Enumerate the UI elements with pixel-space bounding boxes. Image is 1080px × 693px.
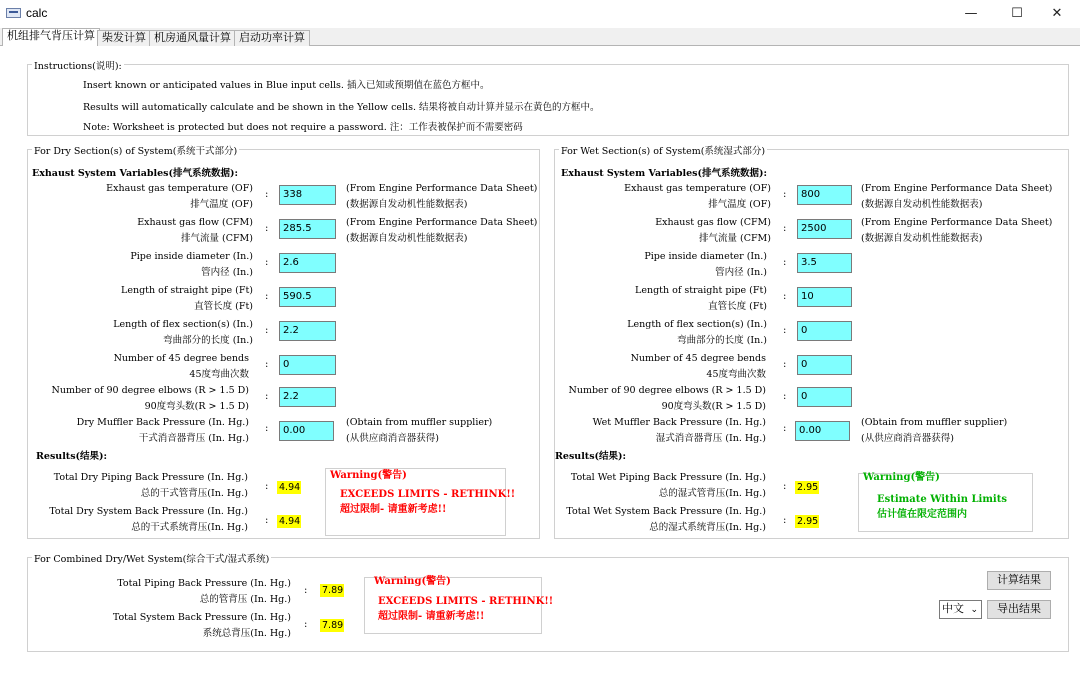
field-label-zh: 湿式消音器背压 (In. Hg.) xyxy=(655,433,766,444)
colon: : xyxy=(304,585,308,596)
close-button[interactable]: ✕ xyxy=(1051,6,1063,21)
app-icon xyxy=(6,8,21,18)
colon: : xyxy=(783,359,787,370)
combined-section-title: For Combined Dry/Wet System(综合干式/湿式系统) xyxy=(32,551,271,565)
colon: : xyxy=(783,423,787,434)
combined-piping-back-pressure-result: 7.89 xyxy=(322,585,344,596)
colon: : xyxy=(265,391,269,402)
field-label-zh: 直管长度 (Ft) xyxy=(708,301,767,312)
dry-45-bends-input[interactable]: 0 xyxy=(279,355,336,375)
instructions-group xyxy=(27,61,1069,136)
colon: : xyxy=(265,515,269,526)
field-note: (From Engine Performance Data Sheet) xyxy=(861,183,1053,194)
colon: : xyxy=(783,223,787,234)
field-label-en: Dry Muffler Back Pressure (In. Hg.) xyxy=(76,417,249,428)
wet-warning-box xyxy=(858,473,1033,532)
colon: : xyxy=(265,423,269,434)
title-bar xyxy=(0,0,1080,28)
wet-warning-title: Warning(警告) xyxy=(863,472,940,483)
combined-system-back-pressure-result: 7.89 xyxy=(322,620,344,631)
field-label-zh: 45度弯曲次数 xyxy=(189,369,249,380)
window-title: calc xyxy=(26,6,48,20)
field-label-zh: 管内径 (In.) xyxy=(715,267,767,278)
field-label-zh: 管内径 (In.) xyxy=(201,267,253,278)
field-label-zh: 直管长度 (Ft) xyxy=(194,301,253,312)
field-label-zh: 90度弯头数(R > 1.5 D) xyxy=(661,401,766,412)
language-select[interactable] xyxy=(939,600,982,619)
combined-warning-message: EXCEEDS LIMITS - RETHINK!! xyxy=(378,596,554,607)
field-label-en: Exhaust gas temperature (OF) xyxy=(624,183,771,194)
result-label-en: Total System Back Pressure (In. Hg.) xyxy=(112,612,291,623)
dry-warning-message-zh: 超过限制- 请重新考虑!! xyxy=(340,504,447,515)
colon: : xyxy=(783,515,787,526)
result-label-en: Total Wet System Back Pressure (In. Hg.) xyxy=(566,506,766,517)
field-note: (数据源自发动机性能数据表) xyxy=(346,233,468,244)
wet-exhaust-flow-input[interactable]: 2500 xyxy=(797,219,852,239)
combined-warning-message-zh: 超过限制- 请重新考虑!! xyxy=(378,611,485,622)
field-label-en: Exhaust gas temperature (OF) xyxy=(106,183,253,194)
result-label-zh: 总的湿式系统背压(In. Hg.) xyxy=(649,522,766,533)
result-label-zh: 系统总背压(In. Hg.) xyxy=(202,628,291,639)
field-note: (Obtain from muffler supplier) xyxy=(861,417,1008,428)
field-label-zh: 弯曲部分的长度 (In.) xyxy=(163,335,253,346)
dry-results-heading: Results(结果): xyxy=(36,451,108,462)
export-button[interactable]: 导出结果 xyxy=(987,600,1051,619)
combined-warning-box xyxy=(364,576,554,634)
colon: : xyxy=(783,257,787,268)
field-label-en: Exhaust gas flow (CFM) xyxy=(137,217,253,228)
field-label-en: Pipe inside diameter (In.) xyxy=(130,251,253,262)
colon: : xyxy=(265,359,269,370)
field-label-en: Number of 90 degree elbows (R > 1.5 D) xyxy=(51,385,249,396)
field-label-zh: 排气流量 (CFM) xyxy=(180,233,253,244)
colon: : xyxy=(265,481,269,492)
dry-pipe-diameter-input[interactable]: 2.6 xyxy=(279,253,336,273)
dry-flex-length-input[interactable]: 2.2 xyxy=(279,321,336,341)
colon: : xyxy=(304,619,308,630)
colon: : xyxy=(265,257,269,268)
instruction-line: Insert known or anticipated values in Blue input cells. 插入已知或预期值在蓝色方框中。 xyxy=(83,80,490,91)
field-label-en: Length of straight pipe (Ft) xyxy=(635,285,767,296)
field-note: (From Engine Performance Data Sheet) xyxy=(346,217,538,228)
colon: : xyxy=(783,325,787,336)
instruction-line: Results will automatically calculate and be shown in the Yellow cells. 结果将被自动计算并显示在黄色的方框中。 xyxy=(83,102,600,113)
result-label-en: Total Piping Back Pressure (In. Hg.) xyxy=(117,578,291,589)
field-label-en: Pipe inside diameter (In.) xyxy=(644,251,767,262)
field-label-en: Length of straight pipe (Ft) xyxy=(121,285,253,296)
combined-warning-title: Warning(警告) xyxy=(374,576,451,587)
wet-piping-back-pressure-result: 2.95 xyxy=(797,482,819,493)
wet-straight-pipe-input[interactable]: 10 xyxy=(797,287,852,307)
field-note: (From Engine Performance Data Sheet) xyxy=(861,217,1053,228)
dry-straight-pipe-input[interactable]: 590.5 xyxy=(279,287,336,307)
colon: : xyxy=(783,189,787,200)
wet-45-bends-input[interactable]: 0 xyxy=(797,355,852,375)
colon: : xyxy=(783,481,787,492)
language-select-value: 中文 xyxy=(942,603,964,615)
instructions-title: Instructions(说明): xyxy=(32,58,124,72)
field-note: (From Engine Performance Data Sheet) xyxy=(346,183,538,194)
dry-warning-title: Warning(警告) xyxy=(330,470,407,481)
field-label-en: Exhaust gas flow (CFM) xyxy=(655,217,771,228)
field-label-en: Length of flex section(s) (In.) xyxy=(113,319,253,330)
field-label-zh: 排气温度 (OF) xyxy=(708,199,771,210)
calculate-button[interactable]: 计算结果 xyxy=(987,571,1051,590)
wet-muffler-input[interactable]: 0.00 xyxy=(795,421,850,441)
dry-exhaust-temp-input[interactable]: 338 xyxy=(279,185,336,205)
field-note: (Obtain from muffler supplier) xyxy=(346,417,493,428)
result-label-en: Total Dry System Back Pressure (In. Hg.) xyxy=(49,506,248,517)
dry-variables-heading: Exhaust System Variables(排气系统数据): xyxy=(32,168,239,179)
field-note: (数据源自发动机性能数据表) xyxy=(346,199,468,210)
dry-muffler-input[interactable]: 0.00 xyxy=(279,421,334,441)
dry-90-elbows-input[interactable]: 2.2 xyxy=(279,387,336,407)
dry-section-title: For Dry Section(s) of System(系统干式部分) xyxy=(32,143,239,157)
wet-pipe-diameter-input[interactable]: 3.5 xyxy=(797,253,852,273)
field-note: (从供应商消音器获得) xyxy=(346,433,439,444)
wet-warning-message: Estimate Within Limits xyxy=(877,494,1007,505)
field-label-zh: 干式消音器背压 (In. Hg.) xyxy=(138,433,249,444)
field-label-en: Wet Muffler Back Pressure (In. Hg.) xyxy=(592,417,766,428)
maximize-button[interactable]: ☐ xyxy=(1011,6,1023,21)
dry-warning-box xyxy=(325,468,516,536)
result-label-zh: 总的管背压 (In. Hg.) xyxy=(199,594,291,605)
colon: : xyxy=(265,223,269,234)
tab-genset[interactable]: 柴发计算 xyxy=(97,30,151,46)
result-label-zh: 总的干式管背压(In. Hg.) xyxy=(140,488,248,499)
colon: : xyxy=(265,189,269,200)
field-label-zh: 排气温度 (OF) xyxy=(190,199,253,210)
field-note: (数据源自发动机性能数据表) xyxy=(861,199,983,210)
dry-section-group xyxy=(27,146,540,539)
combined-section-group xyxy=(27,554,1069,652)
wet-flex-length-input[interactable]: 0 xyxy=(797,321,852,341)
field-label-en: Number of 90 degree elbows (R > 1.5 D) xyxy=(568,385,766,396)
wet-section-group xyxy=(554,146,1069,539)
wet-system-back-pressure-result: 2.95 xyxy=(797,516,819,527)
tab-content xyxy=(0,46,1080,693)
field-note: (从供应商消音器获得) xyxy=(861,433,954,444)
field-label-en: Length of flex section(s) (In.) xyxy=(627,319,767,330)
dry-piping-back-pressure-result: 4.94 xyxy=(279,482,301,493)
field-label-zh: 45度弯曲次数 xyxy=(706,369,766,380)
tab-starting-power[interactable]: 启动功率计算 xyxy=(234,30,310,46)
wet-results-heading: Results(结果): xyxy=(555,451,627,462)
field-note: (数据源自发动机性能数据表) xyxy=(861,233,983,244)
chevron-down-icon: ⌄ xyxy=(970,604,978,614)
result-label-en: Total Dry Piping Back Pressure (In. Hg.) xyxy=(53,472,248,483)
colon: : xyxy=(783,291,787,302)
colon: : xyxy=(265,291,269,302)
minimize-button[interactable]: — xyxy=(964,6,978,21)
colon: : xyxy=(265,325,269,336)
tab-bar xyxy=(0,28,1080,46)
tab-room-ventilation[interactable]: 机房通风量计算 xyxy=(149,30,236,46)
wet-exhaust-temp-input[interactable]: 800 xyxy=(797,185,852,205)
dry-system-back-pressure-result: 4.94 xyxy=(279,516,301,527)
result-label-zh: 总的湿式管背压(In. Hg.) xyxy=(658,488,766,499)
wet-warning-message-zh: 估计值在限定范围内 xyxy=(877,509,967,520)
wet-section-title: For Wet Section(s) of System(系统湿式部分) xyxy=(559,143,767,157)
colon: : xyxy=(783,391,787,402)
field-label-zh: 弯曲部分的长度 (In.) xyxy=(677,335,767,346)
result-label-zh: 总的干式系统背压(In. Hg.) xyxy=(131,522,248,533)
wet-90-elbows-input[interactable]: 0 xyxy=(797,387,852,407)
field-label-en: Number of 45 degree bends xyxy=(113,353,249,364)
tab-exhaust-back-pressure[interactable]: 机组排气背压计算 xyxy=(2,28,100,47)
result-label-en: Total Wet Piping Back Pressure (In. Hg.) xyxy=(570,472,766,483)
field-label-zh: 排气流量 (CFM) xyxy=(698,233,771,244)
wet-variables-heading: Exhaust System Variables(排气系统数据): xyxy=(561,168,768,179)
dry-warning-message: EXCEEDS LIMITS - RETHINK!! xyxy=(340,489,516,500)
instruction-line: Note: Worksheet is protected but does not require a password. 注：工作表被保护而不需要密码 xyxy=(83,122,523,133)
dry-exhaust-flow-input[interactable]: 285.5 xyxy=(279,219,336,239)
field-label-en: Number of 45 degree bends xyxy=(630,353,766,364)
field-label-zh: 90度弯头数(R > 1.5 D) xyxy=(144,401,249,412)
